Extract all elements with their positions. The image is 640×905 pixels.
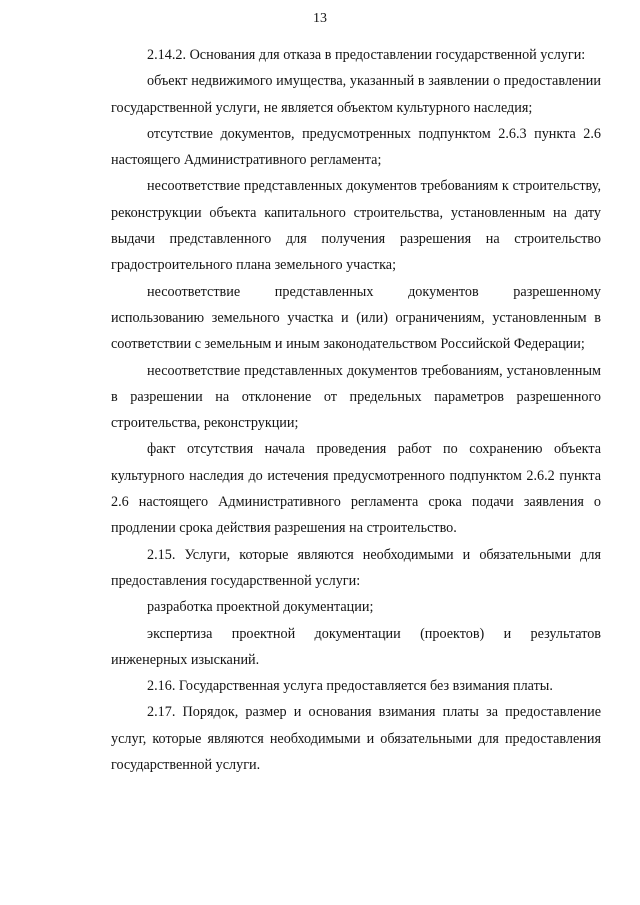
paragraph-2-14-2-heading: 2.14.2. Основания для отказа в предоставлении государственной услуги: xyxy=(147,47,586,63)
paragraph-refusal-ground-6: факт отсутствия начала проведения работ по сохранению объекта культурного наследия до истечения предусмотренного подпунктом 2.6.2 пункта 2.6 настоящего Административного регламента срока подачи заявления о продлении срока действия разрешения на строительство. xyxy=(111,441,601,537)
paragraph-refusal-ground-1: объект недвижимого имущества, указанный в заявлении о предоставлении государственной услуги, не является объектом культурного наследия; xyxy=(111,73,601,116)
paragraph-2-15: 2.15. Услуги, которые являются необходимыми и обязательными для предоставления государственной услуги: xyxy=(111,546,601,589)
paragraph-service-item-1: разработка проектной документации; xyxy=(147,599,374,616)
paragraph-2-16: 2.16. Государственная услуга предоставляется без взимания платы. xyxy=(147,678,553,695)
page-number: 13 xyxy=(313,11,327,26)
paragraph-refusal-ground-2: отсутствие документов, предусмотренных подпунктом 2.6.3 пункта 2.6 настоящего Административного регламента; xyxy=(111,125,601,169)
paragraph-2-17: 2.17. Порядок, размер и основания взимания платы за предоставление услуг, которые являются необходимыми и обязательными для предоставления государственной услуги. xyxy=(111,704,601,774)
document-body xyxy=(111,42,601,778)
paragraph-service-item-2: экспертиза проектной документации (проектов) и результатов инженерных изысканий. xyxy=(111,625,601,668)
paragraph-refusal-ground-4: несоответствие представленных документов разрешенному использованию земельного участка и (или) ограничениям, установленным в соответствии с земельным и иным законодательством Российской Федерации; xyxy=(111,283,601,353)
paragraph-refusal-ground-5: несоответствие представленных документов требованиям, установленным в разрешении на отклонение от предельных параметров разрешенного строительства, реконструкции; xyxy=(111,362,601,432)
paragraph-refusal-ground-3: несоответствие представленных документов требованиям к строительству, реконструкции объекта капитального строительства, установленным на дату выдачи представленного для получения разрешения на строительство градостроительного плана земельного участка; xyxy=(111,178,601,274)
